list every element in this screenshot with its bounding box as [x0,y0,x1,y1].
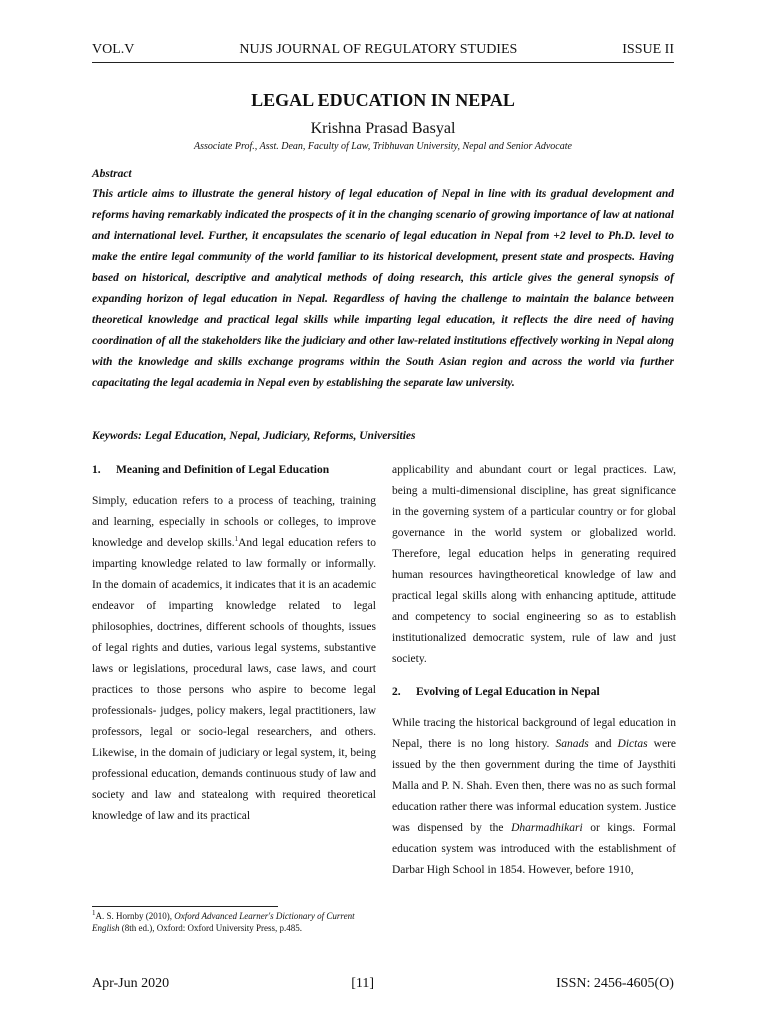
footnote-tail: (8th ed.), Oxford: Oxford University Press, p.485. [119,923,302,933]
right-column [392,460,676,881]
term-dictas: Dictas [617,738,648,750]
page-number: [11] [351,976,375,991]
footnote-book-title: Oxford Advanced Learner's Dictionary of Current English [92,911,355,933]
footer-date: Apr-Jun 2020 [92,976,170,991]
page-footer [92,976,674,992]
article-title: LEGAL EDUCATION IN NEPAL [251,90,515,110]
section-2-paragraph [392,713,676,881]
section-2-text-2: and [588,738,618,750]
keywords-line: Keywords: Legal Education, Nepal, Judiciary, Reforms, Universities [92,430,416,442]
issue-label: ISSUE II [622,42,674,57]
footnote-reference[interactable]: 1 [234,535,239,544]
section-2-text-4: or kings. Formal education system was introduced with the establishment of Darbar High School in 1854. However, before 1910, [392,822,676,876]
section-2-title: Evolving of Legal Education in Nepal [416,686,600,698]
left-column [92,460,376,827]
footnote-lead: A. S. Hornby (2010), [95,911,175,921]
section-1-text-b: And legal education refers to imparting knowledge related to law formally or informally. In the domain of academics, it indicates that it is an academic endeavor of imparting knowledge related to legal philosophies, doctrines, different schools of thoughts, issues of legal rights and duties, various legal systems, substantive laws or legislations, procedural laws, case laws, and court practices to those persons who aspire to become legal professionals- judges, policy makers, legal practitioners, law professors, legal or socio-legal researchers, and others. Likewise, in the domain of judiciary or legal system, it, being professional education, demands continuous study of law and society and law and statealong with required theoretical knowledge of law and its practical [92,537,376,822]
section-1-text-a: Simply, education refers to a process of teaching, training and learning, especially in schools or colleges, to improve knowledge and develop skills. [92,495,376,549]
footnote-divider [92,906,278,907]
section-1-continuation: applicability and abundant court or legal practices. Law, being a multi-dimensional discipline, has great significance in the governing system of a particular country or for global governance in the world system or globalized world. Therefore, legal education helps in generating required human resources havingtheoretical knowledge of law and practical legal skills along with enhancing aptitude, attitude and competency to social engineering so as to establish institutionalized democratic system, rule of law and just society. [392,464,676,665]
running-header [92,42,674,63]
issn-label: ISSN: 2456-4605(O) [556,976,674,991]
footnote-mark: 1 [92,909,96,917]
section-1-paragraph [92,491,376,827]
section-1-title: Meaning and Definition of Legal Education [116,464,330,476]
section-2-number: 2. [392,686,401,698]
abstract-text: This article aims to illustrate the general history of legal education of Nepal in line with its gradual development and reforms having remarkably indicated the prospects of it in the changing scenario of growing importance of law at national and international level. Further, it encapsulates the scenario of legal education in Nepal from +2 level to Ph.D. level to make the entire legal community of the world familiar to its historical development, present state and prospects. Having based on historical, descriptive and analytical methods of doing research, this article gives the general synopsis of expanding horizon of legal education in Nepal. Regardless of having the challenge to maintain the balance between theoretical knowledge and practical legal skills while imparting legal education, it reflects the dire need of having coordination of all the stakeholders like the judiciary and other law-related institutions effectively working in Nepal along with the knowledge and skills exchange programs within the South Asian region and across the world via further capacitating the legal academia in Nepal even by establishing the separate law university. [92,188,674,389]
section-1-number: 1. [92,464,101,476]
footnote-1 [92,910,376,934]
section-2-text-3: were issued by the then government during the time of Jaysthiti Malla and P. N. Shah. Even then, there was no as such formal education rather there was informal education system. Justice was dispensed by the [392,738,677,834]
volume-label: VOL.V [92,42,135,57]
journal-name: NUJS JOURNAL OF REGULATORY STUDIES [239,42,518,57]
abstract-label: Abstract [92,168,132,180]
section-2-text-1: While tracing the historical background of legal education in Nepal, there is no long history. [392,717,676,750]
author-name: Krishna Prasad Basyal [310,120,456,137]
author-affiliation: Associate Prof., Asst. Dean, Faculty of Law, Tribhuvan University, Nepal and Senior Advocate [194,141,572,152]
section-2-heading [392,682,676,703]
section-1-heading [92,460,376,481]
term-sanads: Sanads [555,738,589,750]
term-dharmadhikari: Dharmadhikari [511,822,583,834]
